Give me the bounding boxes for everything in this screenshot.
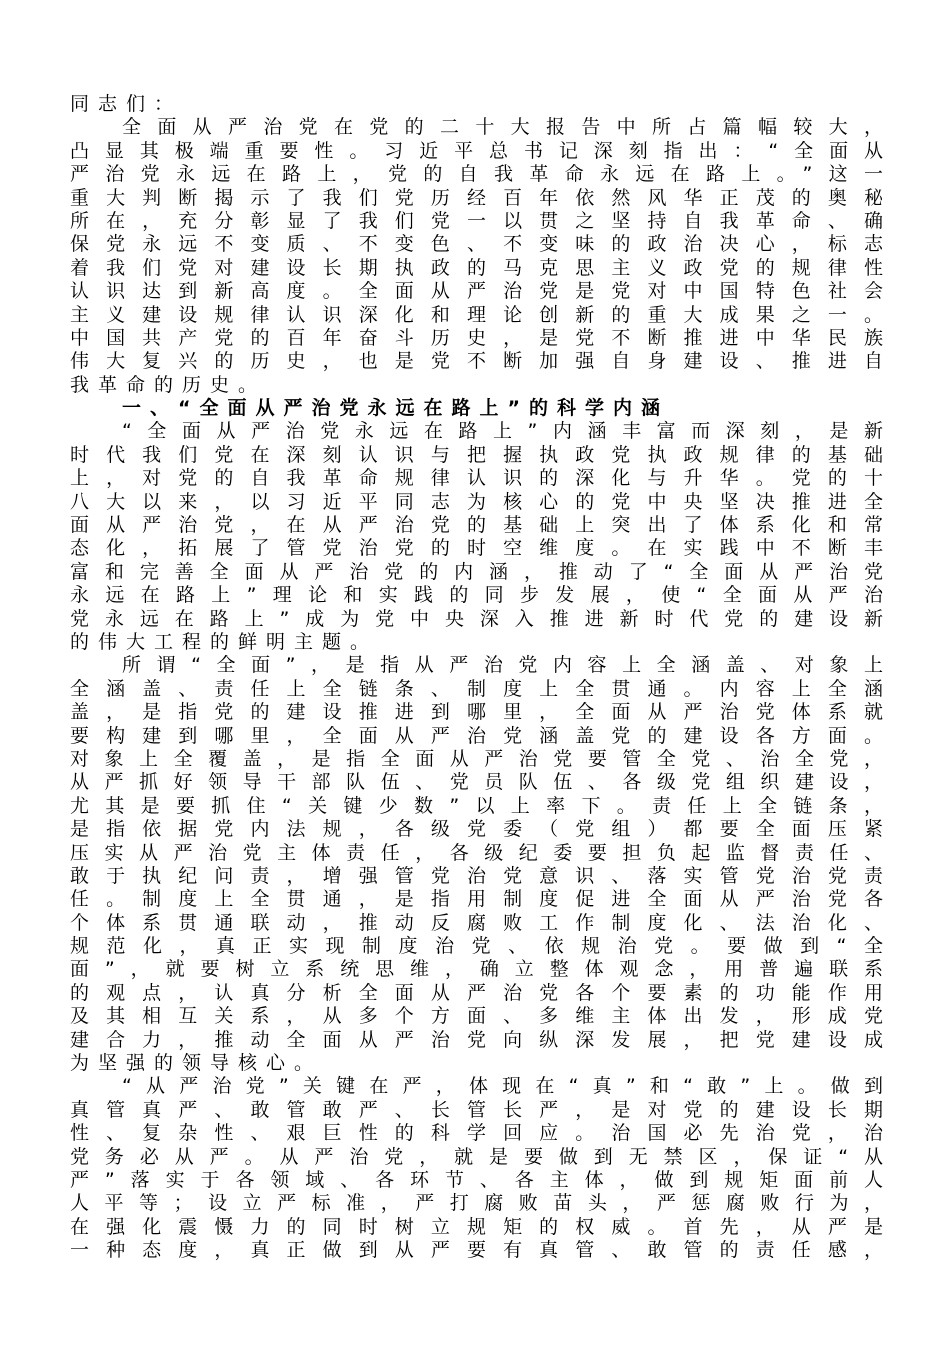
text-line: 建合力，推动全面从严治党向纵深发展，把党建设成 — [70, 1028, 892, 1051]
text-line: 时代我们党在深刻认识与把握执政党执政规律的基础 — [70, 443, 892, 466]
intro-paragraph — [70, 116, 892, 397]
text-line: 保党永远不变质、不变色、不变味的政治决心，标志 — [70, 233, 892, 256]
text-line: 的观点，认真分析全面从严治党各个要素的功能作用 — [70, 981, 892, 1004]
text-line: 上，对党的自我革命规律认识的深化与升华。党的十 — [70, 467, 892, 490]
text-line: 富和完善全面从严治党的内涵，推动了“全面从严治党 — [70, 560, 892, 583]
text-line: 压实从严治党主体责任，各级纪委要担负起监督责任、 — [70, 841, 892, 864]
text-line: 在强化震慑力的同时树立规矩的权威。首先，从严是 — [70, 1215, 892, 1238]
text-line: 盖，是指党的建设推进到哪里，全面从严治党体系就 — [70, 701, 892, 724]
section-heading: 一、“全面从严治党永远在路上”的科学内涵 — [122, 397, 669, 420]
text-line: 凸显其极端重要性。习近平总书记深刻指出：“全面从 — [70, 139, 892, 162]
text-line: 认识达到新高度。全面从严治党是党对中国特色社会 — [70, 280, 892, 303]
document-page — [70, 93, 892, 1263]
text-line: 对象上全覆盖，是指全面从严治党要管全党、治全党， — [70, 747, 892, 770]
text-line: 八大以来，以习近平同志为核心的党中央坚决推进全 — [70, 490, 892, 513]
salutation: 同志们： — [70, 93, 183, 115]
text-line: 所在，充分彰显了我们党一以贯之坚持自我革命、确 — [70, 209, 892, 232]
text-line: 及其相互关系，从多个方面、多维主体出发，形成党 — [70, 1005, 892, 1028]
text-line: 所谓“全面”，是指从严治党内容上全涵盖、对象上 — [122, 654, 892, 677]
text-line: 全涵盖、责任上全链条、制度上全贯通。内容上全涵 — [70, 677, 892, 700]
text-line: 严治党永远在路上，党的自我革命永远在路上。”这一 — [70, 163, 892, 186]
text-line: 永远在路上”理论和实践的同步发展，使“全面从严治 — [70, 584, 892, 607]
text-line: 党永远在路上”成为党中央深入推进新时代党的建设新 — [70, 607, 892, 630]
text-line: 性、复杂性、艰巨性的科学回应。治国必先治党，治 — [70, 1122, 892, 1145]
text-line: 伟大复兴的历史，也是党不断加强自身建设、推进自 — [70, 350, 892, 373]
text-line: 要构建到哪里，全面从严治党涵盖党的建设各方面。 — [70, 724, 892, 747]
text-line: 一种态度，真正做到从严要有真管、敢管的责任感， — [70, 1239, 892, 1262]
text-line: 个体系贯通联动，推动反腐败工作制度化、法治化、 — [70, 911, 892, 934]
text-line: “从严治党”关键在严，体现在“真”和“敢”上。做到 — [122, 1075, 892, 1098]
paragraph-3 — [70, 1075, 892, 1262]
text-line: 任。制度上全贯通，是指用制度促进全面从严治党各 — [70, 888, 892, 911]
text-line: 着我们党对建设长期执政的马克思主义政党的规律性 — [70, 256, 892, 279]
text-line: 党务必从严。从严治党，就是要做到无禁区，保证“从 — [70, 1145, 892, 1168]
text-line: 态化，拓展了管党治党的时空维度。在实践中不断丰 — [70, 537, 892, 560]
text-line: 主义建设规律认识深化和理论创新的重大成果之一。 — [70, 303, 892, 326]
text-line: 规范化，真正实现制度治党、依规治党。要做到“全 — [70, 935, 892, 958]
text-line: 真管真严、敢管敢严、长管长严，是对党的建设长期 — [70, 1098, 892, 1121]
paragraph-2 — [70, 654, 892, 1075]
text-line: 的伟大工程的鲜明主题。 — [70, 630, 379, 653]
text-line: 尤其是要抓住“关键少数”以上率下。责任上全链条， — [70, 794, 892, 817]
text-line: 面”，就要树立系统思维，确立整体观念，用普遍联系 — [70, 958, 892, 981]
text-line: 我革命的历史。 — [70, 373, 267, 396]
text-line: 严”落实于各领域、各环节、各主体，做到规矩面前人 — [70, 1168, 892, 1191]
paragraph-1 — [70, 420, 892, 654]
text-line: “全面从严治党永远在路上”内涵丰富而深刻，是新 — [122, 420, 892, 443]
text-line: 为坚强的领导核心。 — [70, 1052, 323, 1075]
text-line: 重大判断揭示了我们党历经百年依然风华正茂的奥秘 — [70, 186, 892, 209]
text-line: 人平等；设立严标准，严打腐败苗头，严惩腐败行为， — [70, 1192, 892, 1215]
text-line: 是指依据党内法规，各级党委（党组）都要全面压紧 — [70, 818, 892, 841]
text-line: 中国共产党的百年奋斗历史，是党不断推进中华民族 — [70, 326, 892, 349]
text-line: 敢于执纪问责，增强管党治党意识、落实管党治党责 — [70, 864, 892, 887]
text-line: 全面从严治党在党的二十大报告中所占篇幅较大， — [122, 116, 892, 139]
text-line: 面从严治党，在从严治党的基础上突出了体系化和常 — [70, 514, 892, 537]
text-line: 从严抓好领导干部队伍、党员队伍、各级党组织建设， — [70, 771, 892, 794]
